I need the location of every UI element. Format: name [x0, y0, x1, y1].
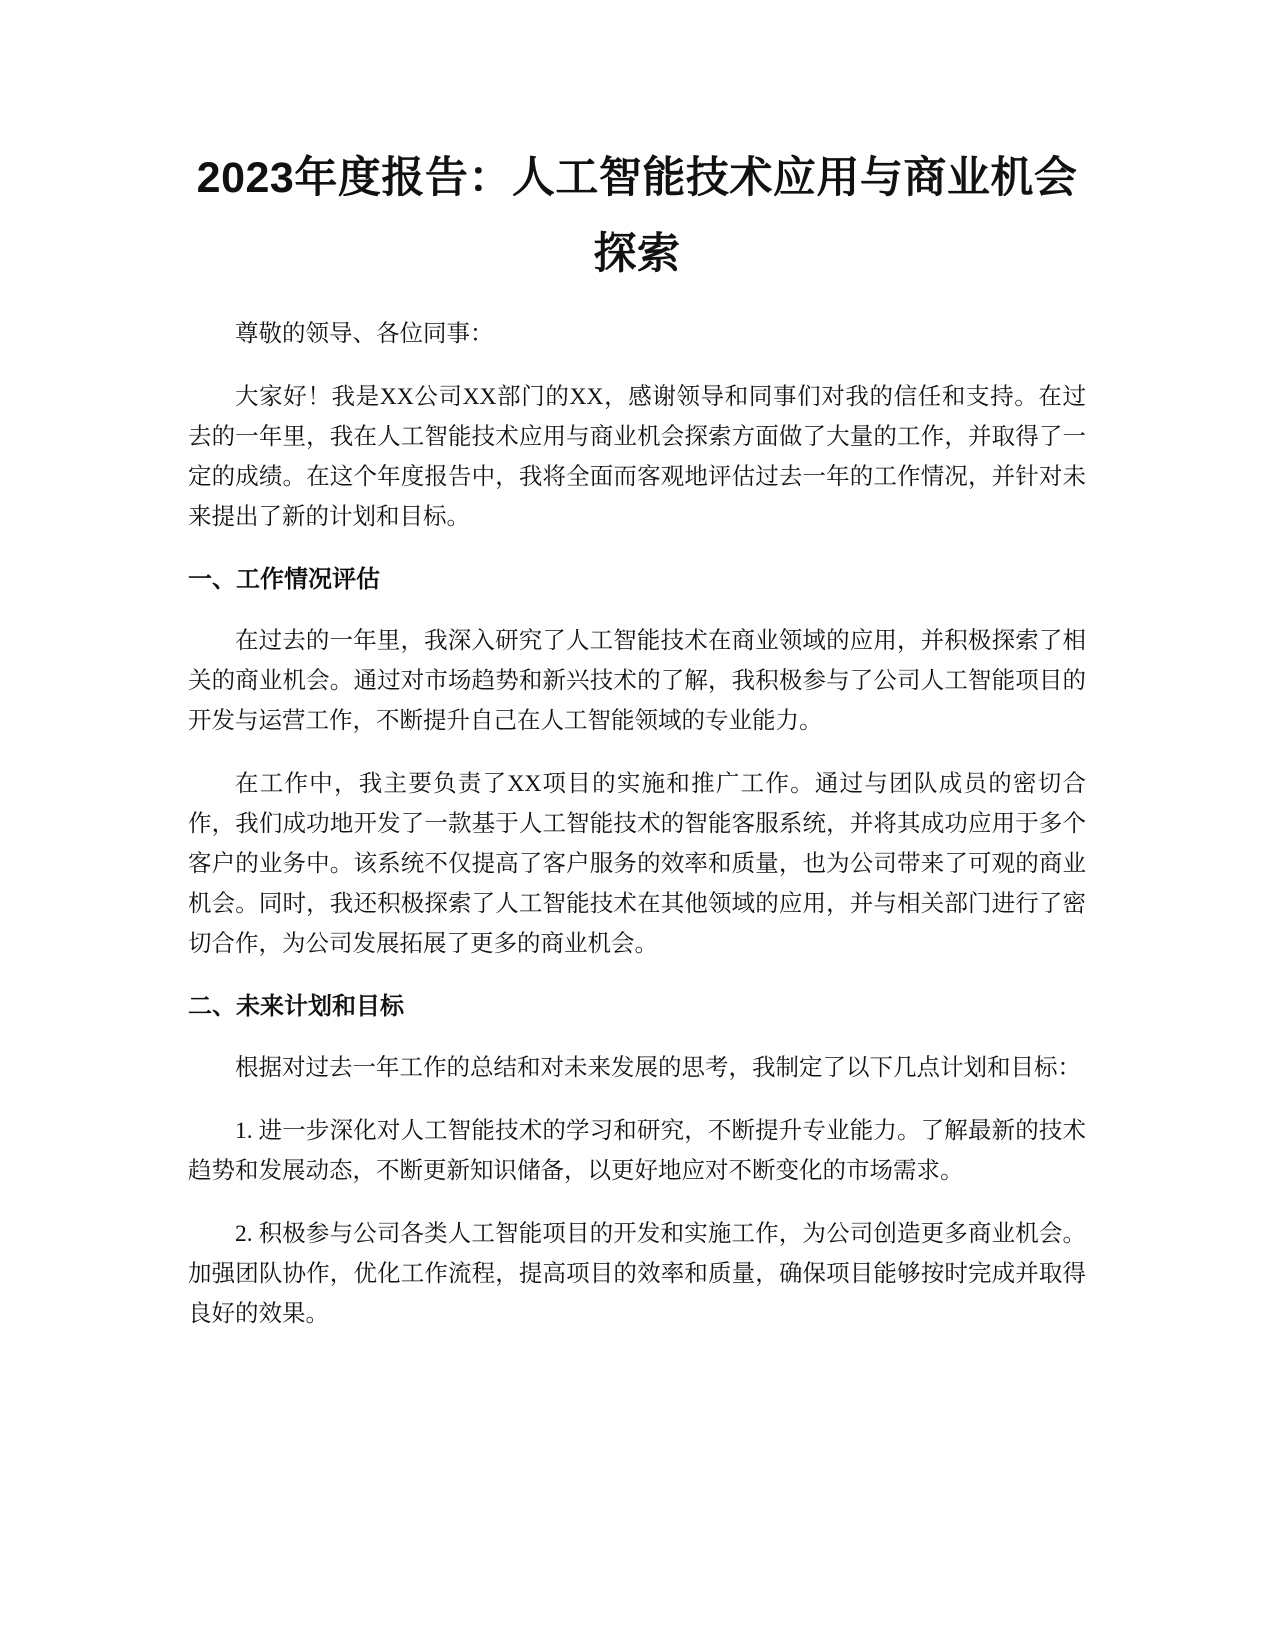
greeting-paragraph: 尊敬的领导、各位同事： [235, 321, 494, 347]
evaluation-paragraph-2: 在工作中，我主要负责了XX项目的实施和推广工作。通过与团队成员的密切合作，我们成功地开发了一款基于人工智能技术的智能客服系统，并将其成功应用于多个客户的业务中。该系统不仅提高了客户服务的效率和质量，也为公司带来了可观的商业机会。同时，我还积极探索了人工智能技术在其他领域的应用，并与相关部门进行了密切合作，为公司发展拓展了更多的商业机会。 [188, 771, 1086, 957]
document-title: 2023年度报告：人工智能技术应用与商业机会探索 [196, 154, 1078, 278]
section-heading-future-plans: 二、未来计划和目标 [188, 993, 404, 1020]
section-heading-evaluation: 一、工作情况评估 [188, 566, 380, 593]
plans-paragraph-intro: 根据对过去一年工作的总结和对未来发展的思考，我制定了以下几点计划和目标： [235, 1055, 1081, 1081]
plans-item-1: 1. 进一步深化对人工智能技术的学习和研究，不断提升专业能力。了解最新的技术趋势和发展动态，不断更新知识储备，以更好地应对不断变化的市场需求。 [188, 1118, 1086, 1184]
intro-paragraph: 大家好！我是XX公司XX部门的XX，感谢领导和同事们对我的信任和支持。在过去的一年里，我在人工智能技术应用与商业机会探索方面做了大量的工作，并取得了一定的成绩。在这个年度报告中，我将全面而客观地评估过去一年的工作情况，并针对未来提出了新的计划和目标。 [188, 384, 1086, 530]
plans-item-2: 2. 积极参与公司各类人工智能项目的开发和实施工作，为公司创造更多商业机会。加强团队协作，优化工作流程，提高项目的效率和质量，确保项目能够按时完成并取得良好的效果。 [188, 1221, 1086, 1327]
evaluation-paragraph-1: 在过去的一年里，我深入研究了人工智能技术在商业领域的应用，并积极探索了相关的商业机会。通过对市场趋势和新兴技术的了解，我积极参与了公司人工智能项目的开发与运营工作，不断提升自己在人工智能领域的专业能力。 [188, 628, 1086, 734]
document-body [188, 140, 1086, 1357]
